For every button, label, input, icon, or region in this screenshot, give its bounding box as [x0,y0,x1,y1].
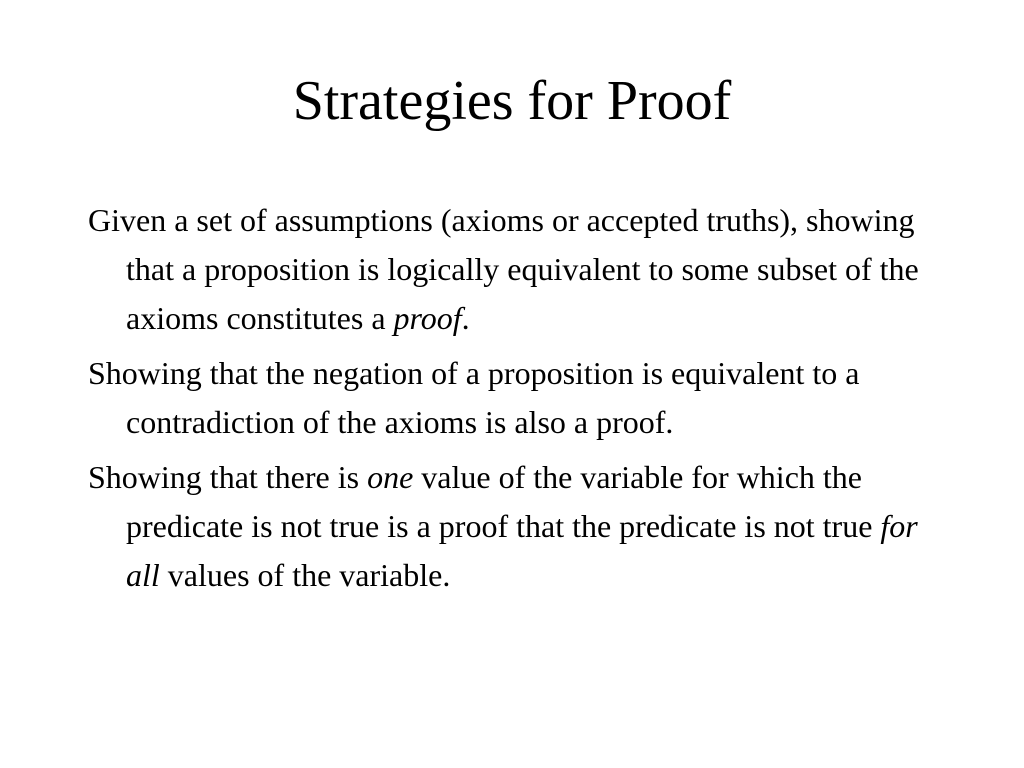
paragraph-3 [88,453,938,600]
paragraph-3-text-c: values of the variable. [159,557,451,593]
paragraph-3-text-b: value of the variable for which the predicate is not true is a proof that the predicate is not true [126,459,881,544]
paragraph-3-emphasis-for-all: for all [126,508,918,593]
paragraph-3-text-a: Showing that there is [88,459,368,495]
slide-title: Strategies for Proof [292,70,732,132]
paragraph-2 [88,349,938,447]
paragraph-3-emphasis-one: one [367,459,414,495]
paragraph-1-emphasis-proof: proof [393,300,462,336]
paragraph-1-text-a: Given a set of assumptions (axioms or accepted truths), showing that a proposition is logically equivalent to some subset of the axioms constitutes a [88,202,919,336]
paragraph-1 [88,196,938,343]
paragraph-1-text-b: . [461,300,470,336]
slide-body [88,196,938,606]
paragraph-2-text: Showing that the negation of a proposition is equivalent to a contradiction of the axioms is also a proof. [88,355,860,440]
